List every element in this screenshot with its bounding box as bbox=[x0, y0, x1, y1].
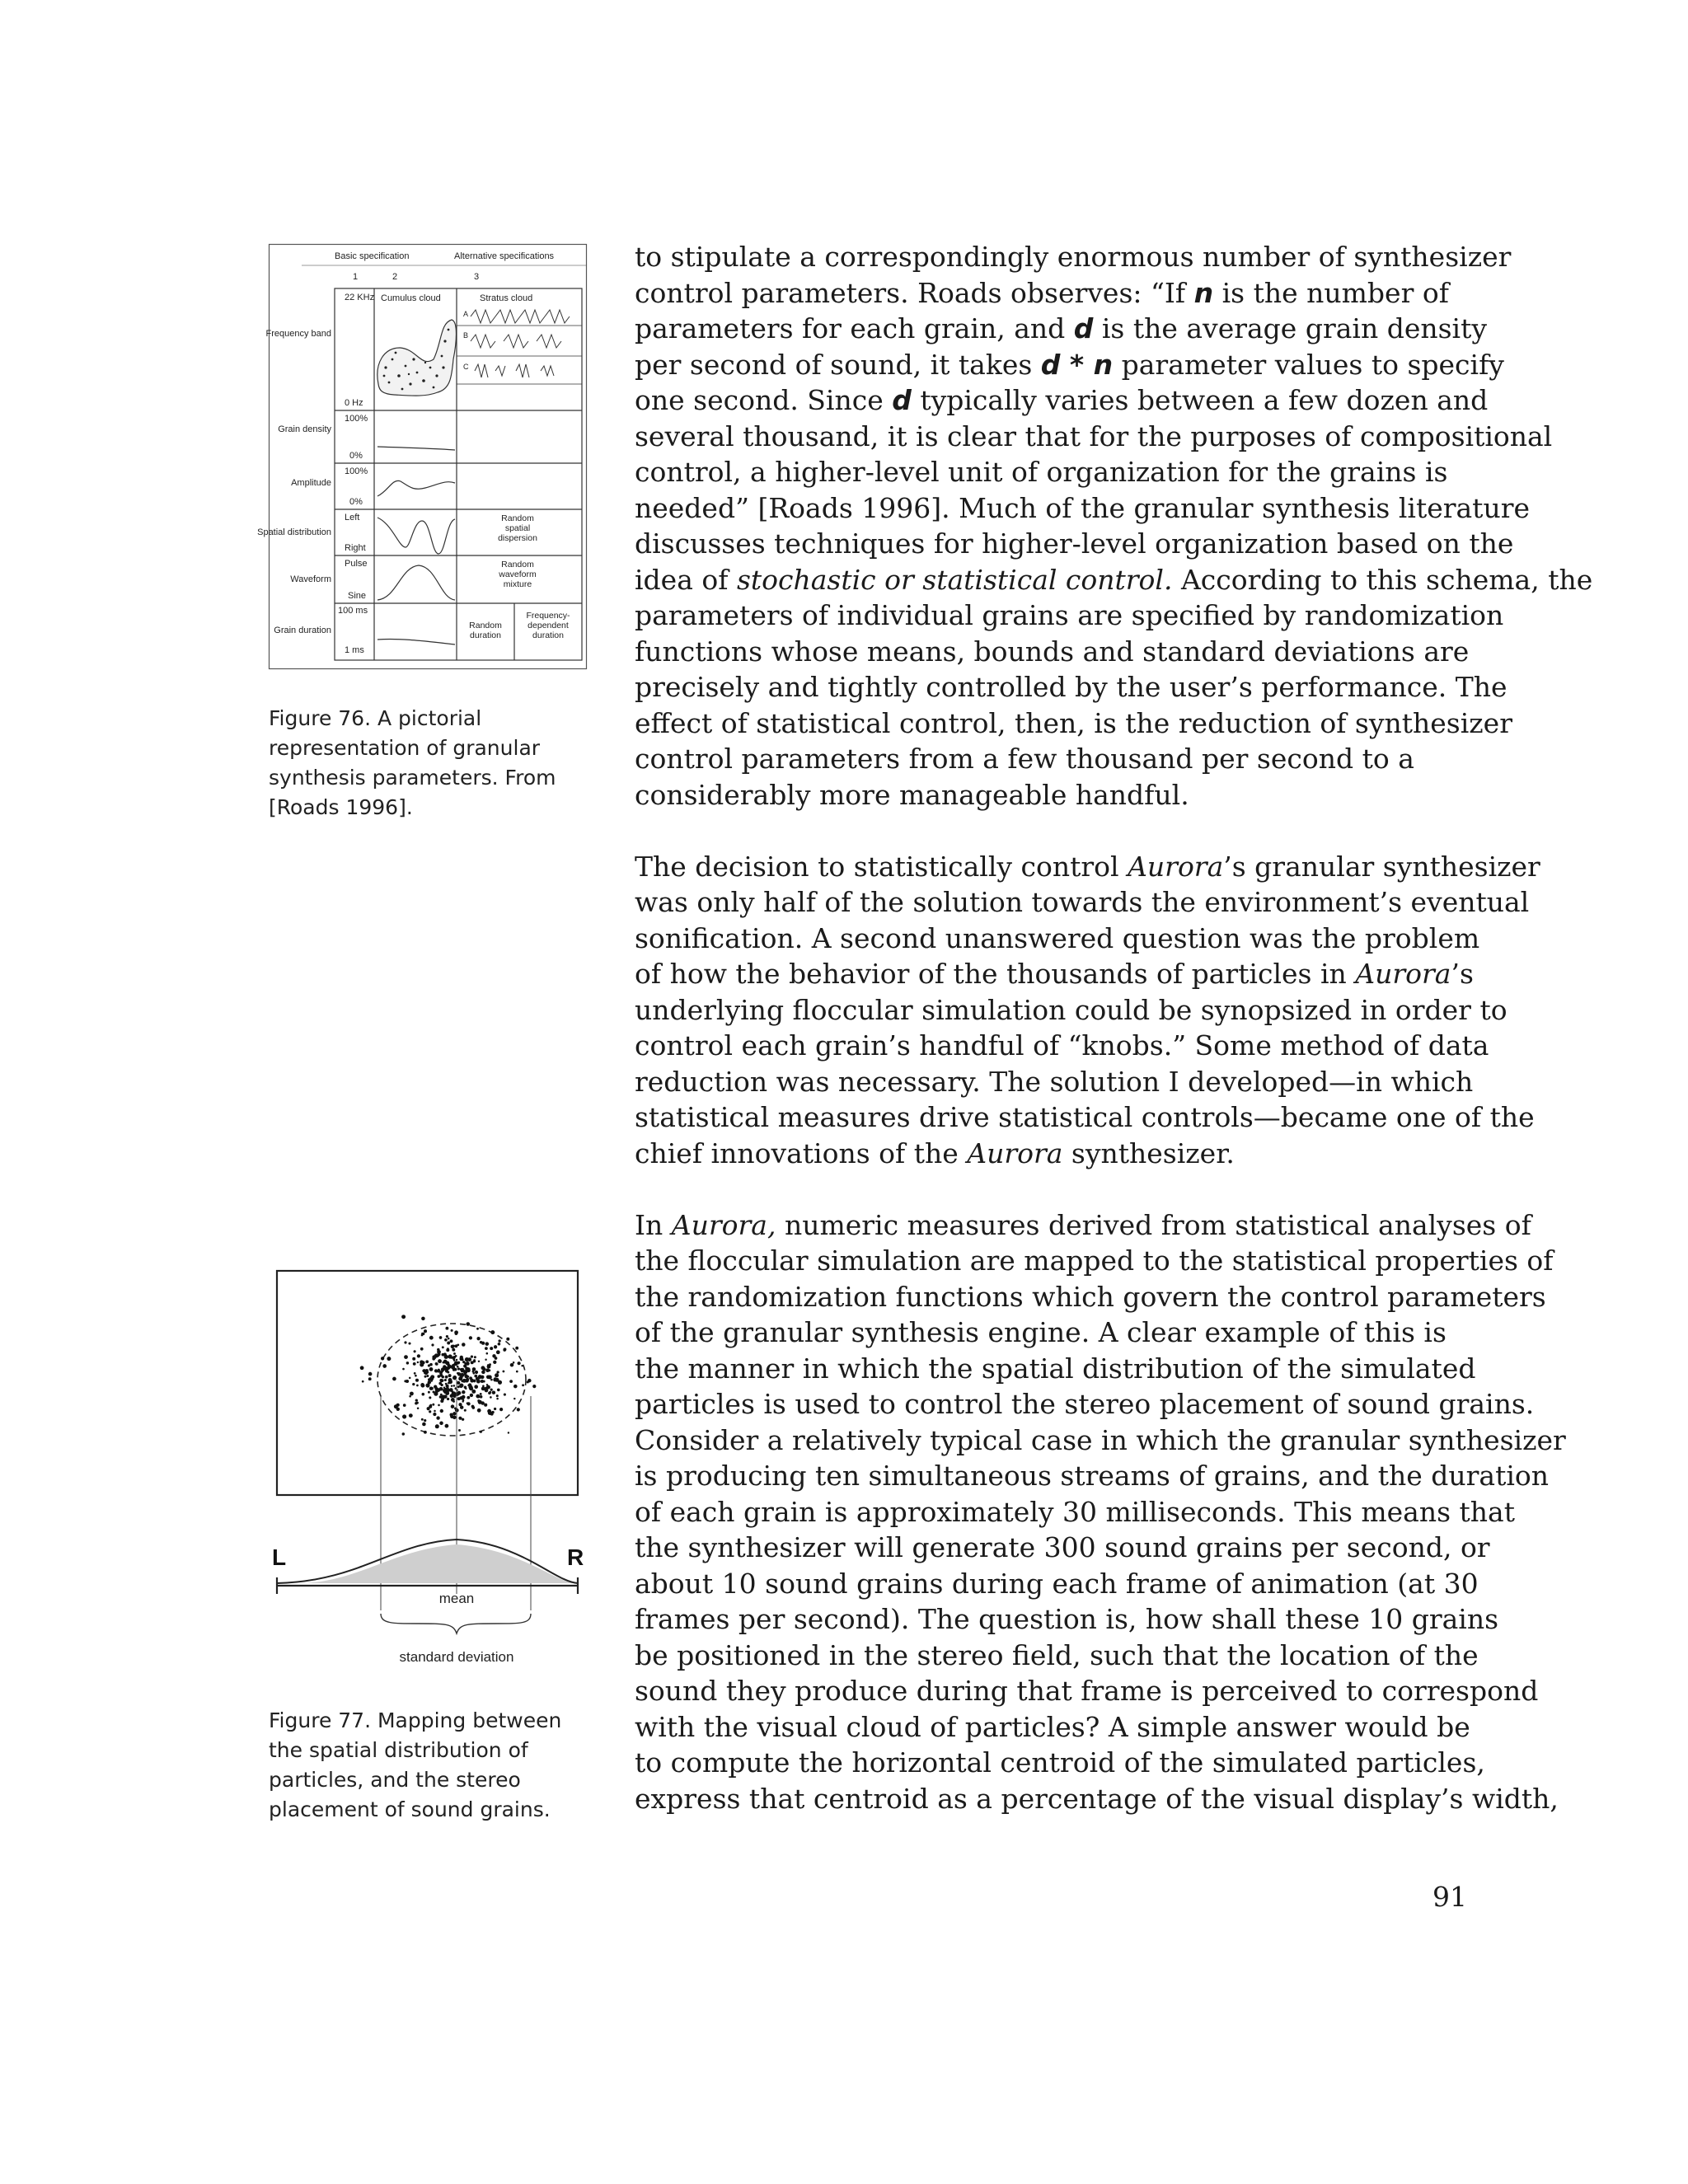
page-number: 91 bbox=[1432, 1881, 1467, 1913]
random-waveform-label: Random waveform mixture bbox=[499, 560, 537, 589]
stddev-brace bbox=[381, 1614, 531, 1633]
duration-top: 100 ms bbox=[338, 606, 368, 616]
stratus-a: A bbox=[463, 310, 469, 318]
figure-76 bbox=[257, 244, 587, 669]
stratus-b: B bbox=[463, 331, 469, 340]
density-top: 100% bbox=[345, 414, 368, 424]
granular-parameters-diagram bbox=[257, 244, 587, 669]
amplitude-top: 100% bbox=[345, 466, 368, 476]
freq-top: 22 KHz bbox=[345, 293, 375, 302]
frequency-dependent-label: Frequency-dependent duration bbox=[526, 611, 570, 640]
row-label-waveform: Waveform bbox=[290, 574, 331, 584]
row-label-spatial: Spatial distribution bbox=[257, 527, 331, 537]
paragraph-1: to stipulate a correspondingly enormous number of synthesizer control parameters. Roads observes: “If n is the number of parameters for each grain, and d is the average grain density per second of sound, it takes d * n parameter values to specify one second. Since d typically varies between a few dozen and several thousand, it is clear that for the purposes of compositional control, a higher-level unit of organization for the grains is needed” [Roads 1996]. Much of the granular synthesis literature discusses techniques for higher-level organization based on the idea of stochastic or statistical control. According to this schema, the parameters of individual grains are specified by randomization functions whose means, bounds and standard deviations are precisely and tightly controlled by the user’s performance. The effect of statistical control, then, is the reduction of synthesizer control parameters from a few thousand per second to a considerably more manageable handful. bbox=[635, 241, 1593, 811]
stratus-c: C bbox=[463, 363, 469, 371]
figure-77 bbox=[269, 1264, 598, 1676]
figure-77-caption: Figure 77. Mapping between the spatial distribution of particles, and the stereo placement of sound grains. bbox=[269, 1708, 562, 1821]
spatial-bottom: Right bbox=[345, 543, 366, 553]
mean-label: mean bbox=[438, 1591, 475, 1606]
col-number-2: 2 bbox=[392, 272, 398, 282]
row-label-grain-density: Grain density bbox=[278, 424, 331, 434]
amplitude-bottom: 0% bbox=[349, 497, 363, 507]
random-spatial-label: Random spatial dispersion bbox=[498, 513, 537, 543]
right-channel-label: R bbox=[567, 1544, 584, 1570]
row-label-grain-duration: Grain duration bbox=[274, 626, 331, 635]
row-label-frequency: Frequency band bbox=[265, 329, 331, 339]
stddev-label: standard deviation bbox=[399, 1649, 514, 1665]
stereo-mapping-diagram bbox=[269, 1264, 598, 1676]
left-channel-label: L bbox=[272, 1544, 287, 1570]
freq-bottom: 0 Hz bbox=[345, 398, 363, 408]
cumulus-label: Cumulus cloud bbox=[381, 293, 441, 303]
figure-76-caption: Figure 76. A pictorial representation of granular synthesis parameters. From [Roads 1996]. bbox=[269, 706, 556, 819]
body-text bbox=[635, 239, 1593, 1853]
waveform-top: Pulse bbox=[345, 559, 368, 569]
waveform-bottom: Sine bbox=[348, 591, 367, 601]
header-alternative: Alternative specifications bbox=[454, 251, 555, 261]
col-number-1: 1 bbox=[353, 272, 359, 282]
spatial-top: Left bbox=[345, 513, 360, 523]
density-bottom: 0% bbox=[349, 451, 363, 461]
paragraph-2: The decision to statistically control Aurora’s granular synthesizer was only half of the solution towards the environment’s eventual sonification. A second unanswered question was the problem of how the behavior of the thousands of particles in Aurora’s underlying floccular simulation could be synopsized in order to control each grain’s handful of “knobs.” Some method of data reduction was necessary. The solution I developed—in which statistical measures drive statistical controls—became one of the chief innovations of the Aurora synthesizer. bbox=[635, 850, 1540, 1169]
header-basic: Basic specification bbox=[335, 251, 410, 261]
paragraph-3: In Aurora, numeric measures derived from statistical analyses of the floccular simulation are mapped to the statistical properties of the randomization functions which govern the control parameters of the granular synthesis engine. A clear example of this is the manner in which the spatial distribution of the simulated particles is used to control the stereo placement of sound grains. Consider a relatively typical case in which the granular synthesizer is producing ten simultaneous streams of grains, and the duration of each grain is approximately 30 milliseconds. This means that the synthesizer will generate 300 sound grains per second, or about 10 sound grains during each frame of animation (at 30 frames per second). The question is, how shall these 10 grains be positioned in the stereo field, such that the location of the sound they produce during that frame is perceived to correspond with the visual cloud of particles? A simple answer would be to compute the horizontal centroid of the simulated particles, express that centroid as a percentage of the visual display’s width, bbox=[635, 1208, 1566, 1815]
duration-bottom: 1 ms bbox=[345, 645, 364, 655]
stratus-label: Stratus cloud bbox=[480, 293, 533, 303]
random-duration-label: Random duration bbox=[469, 621, 502, 640]
col-number-3: 3 bbox=[474, 272, 480, 282]
row-label-amplitude: Amplitude bbox=[291, 478, 331, 488]
